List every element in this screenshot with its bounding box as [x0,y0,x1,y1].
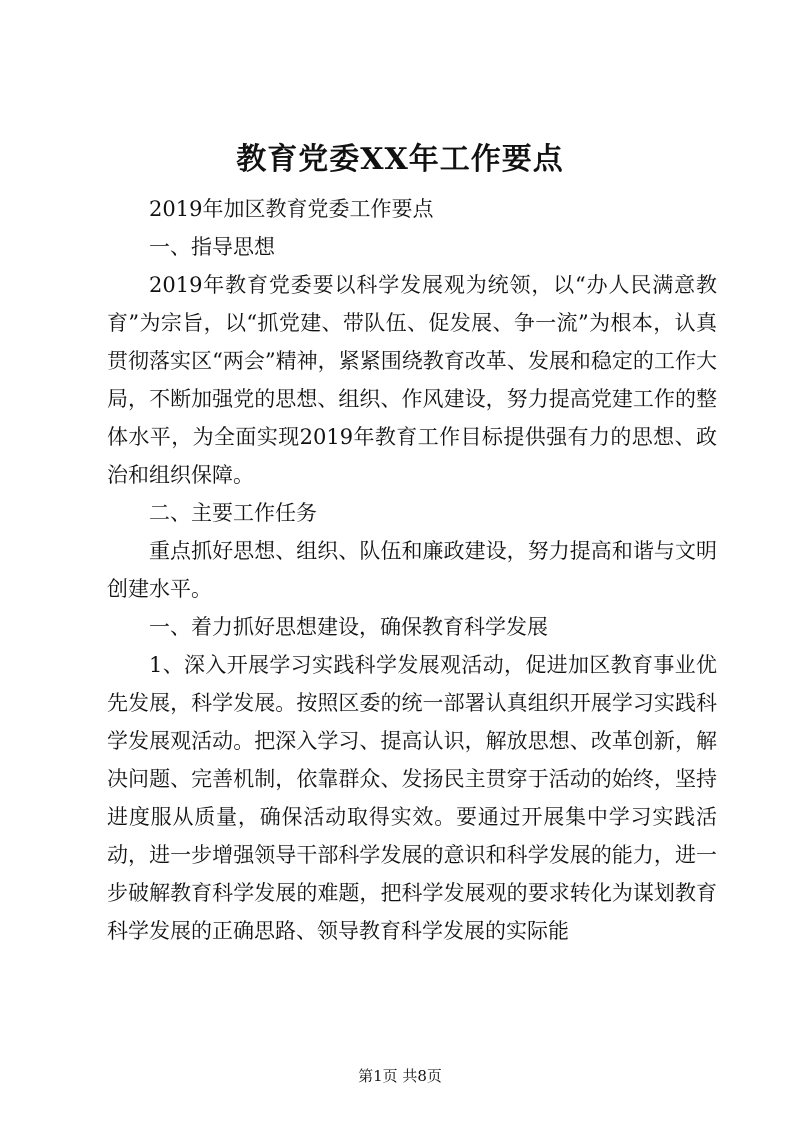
subsection-heading-ideological-building: 一、着力抓好思想建设，确保教育科学发展 [149,615,548,639]
subtitle-paragraph: 2019年加区教育党委工作要点 [149,197,434,221]
body-paragraph: 2019年教育党委要以科学发展观为统领，以“办人民满意教育”为宗旨，以“抓党建、带队伍、促发展、争一流”为根本，认真贯彻落实区“两会”精神，紧紧围绕教育改革、发展和稳定的工作大局，不断加强党的思想、组织、作风建设，努力提高党建工作的整体水平，为全面实现2019年教育工作目标提供强有力的思想、政治和组织保障。 [107,273,717,487]
body-paragraph: 重点抓好思想、组织、队伍和廉政建设，努力提高和谐与文明创建水平。 [107,539,717,601]
page-number-footer: 第1页 共8页 [358,1067,442,1085]
section-heading-main-tasks: 二、主要工作任务 [149,501,317,525]
document-title: 教育党委XX年工作要点 [236,142,564,177]
section-heading-guiding-ideology: 一、指导思想 [149,235,275,259]
document-body [107,190,717,950]
body-paragraph: 1、深入开展学习实践科学发展观活动，促进加区教育事业优先发展，科学发展。按照区委的统一部署认真组织开展学习实践科学发展观活动。把深入学习、提高认识，解放思想、改革创新，解决问题、完善机制，依靠群众、发扬民主贯穿于活动的始终，坚持进度服从质量，确保活动取得实效。要通过开展集中学习实践活动，进一步增强领导干部科学发展的意识和科学发展的能力，进一步破解教育科学发展的难题，把科学发展观的要求转化为谋划教育科学发展的正确思路、领导教育科学发展的实际能 [107,653,717,943]
